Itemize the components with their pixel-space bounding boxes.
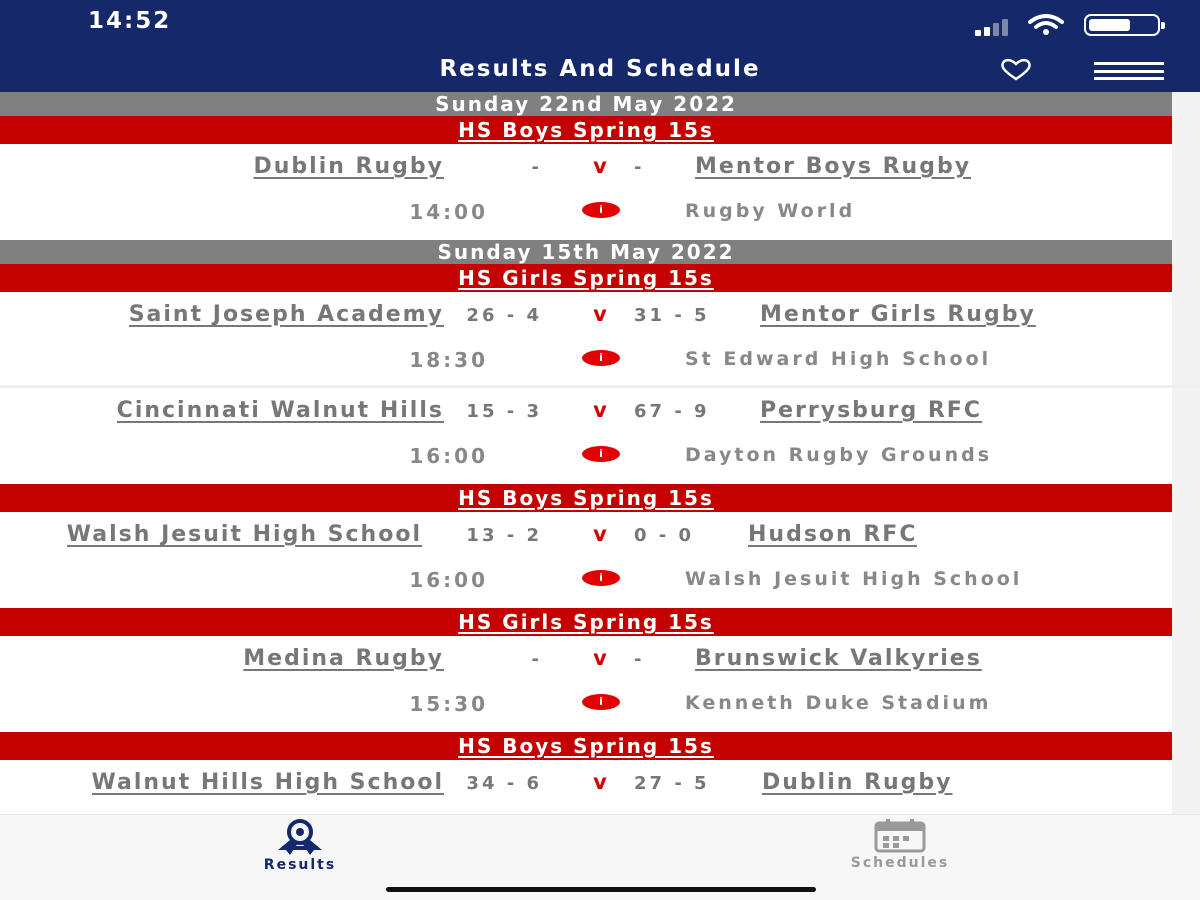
versus-label: v bbox=[593, 302, 607, 326]
away-score: 27 - 5 bbox=[634, 773, 710, 794]
competition-name: HS Girls Spring 15s bbox=[458, 266, 714, 290]
competition-name: HS Girls Spring 15s bbox=[458, 610, 714, 634]
info-icon[interactable]: i bbox=[582, 694, 620, 710]
info-icon[interactable]: i bbox=[582, 350, 620, 366]
match-venue: Rugby World bbox=[685, 200, 856, 222]
tab-schedules-label: Schedules bbox=[850, 855, 950, 871]
away-score: 31 - 5 bbox=[634, 305, 710, 326]
competition-name: HS Boys Spring 15s bbox=[458, 734, 714, 758]
cellular-signal-icon bbox=[975, 18, 1008, 36]
competition-name: HS Boys Spring 15s bbox=[458, 118, 714, 142]
hamburger-menu-icon[interactable] bbox=[1094, 62, 1164, 80]
home-team[interactable]: Medina Rugby bbox=[243, 646, 444, 671]
match-venue: Walsh Jesuit High School bbox=[685, 568, 1023, 590]
tab-results[interactable] bbox=[220, 819, 380, 873]
home-score: 13 - 2 bbox=[466, 525, 542, 546]
tab-schedules[interactable] bbox=[820, 819, 980, 871]
info-icon[interactable]: i bbox=[582, 446, 620, 462]
wifi-icon bbox=[1026, 14, 1066, 36]
competition-header[interactable] bbox=[0, 116, 1172, 144]
date-header: Sunday 15th May 2022 bbox=[0, 240, 1172, 264]
match-time: 16:00 bbox=[409, 568, 488, 592]
away-score: - bbox=[634, 649, 645, 670]
date-header: Sunday 22nd May 2022 bbox=[0, 92, 1172, 116]
away-team[interactable]: Dublin Rugby bbox=[762, 770, 953, 795]
app-header bbox=[0, 0, 1200, 92]
home-score: 34 - 6 bbox=[466, 773, 542, 794]
status-icons bbox=[975, 14, 1160, 36]
competition-header[interactable] bbox=[0, 732, 1172, 760]
away-team[interactable]: Hudson RFC bbox=[748, 522, 918, 547]
home-team[interactable]: Saint Joseph Academy bbox=[128, 302, 444, 327]
scrollbar-track[interactable] bbox=[1172, 92, 1200, 814]
home-team[interactable]: Dublin Rugby bbox=[253, 154, 444, 179]
home-score: - bbox=[531, 157, 542, 178]
away-score: - bbox=[634, 157, 645, 178]
home-team[interactable]: Walsh Jesuit High School bbox=[66, 522, 422, 547]
match-row[interactable] bbox=[0, 144, 1172, 236]
away-team[interactable]: Mentor Girls Rugby bbox=[760, 302, 1036, 327]
award-ribbon-icon bbox=[260, 819, 340, 855]
away-team[interactable]: Brunswick Valkyries bbox=[695, 646, 982, 671]
battery-icon bbox=[1084, 14, 1160, 36]
competition-name: HS Boys Spring 15s bbox=[458, 486, 714, 510]
match-time: 14:00 bbox=[409, 200, 488, 224]
info-icon[interactable]: i bbox=[582, 570, 620, 586]
status-time: 14:52 bbox=[88, 8, 172, 34]
match-venue: Kenneth Duke Stadium bbox=[685, 692, 992, 714]
home-score: 26 - 4 bbox=[466, 305, 542, 326]
competition-header[interactable] bbox=[0, 484, 1172, 512]
home-indicator[interactable] bbox=[386, 887, 816, 892]
versus-label: v bbox=[593, 522, 607, 546]
calendar-icon bbox=[874, 819, 926, 853]
match-row[interactable] bbox=[0, 636, 1172, 728]
heart-icon[interactable] bbox=[998, 58, 1034, 82]
home-team[interactable]: Cincinnati Walnut Hills bbox=[116, 398, 444, 423]
match-row[interactable] bbox=[0, 388, 1172, 480]
match-row[interactable] bbox=[0, 760, 1172, 814]
match-time: 16:00 bbox=[409, 444, 488, 468]
away-team[interactable]: Perrysburg RFC bbox=[760, 398, 982, 423]
match-venue: St Edward High School bbox=[685, 348, 992, 370]
match-venue: Dayton Rugby Grounds bbox=[685, 444, 993, 466]
match-time: 15:30 bbox=[409, 692, 488, 716]
results-list[interactable] bbox=[0, 92, 1200, 814]
away-score: 67 - 9 bbox=[634, 401, 710, 422]
versus-label: v bbox=[593, 154, 607, 178]
page-title: Results And Schedule bbox=[439, 56, 761, 82]
tab-results-label: Results bbox=[263, 857, 337, 873]
tab-bar bbox=[0, 814, 1200, 900]
home-team[interactable]: Walnut Hills High School bbox=[91, 770, 444, 795]
info-icon[interactable]: i bbox=[582, 202, 620, 218]
home-score: 15 - 3 bbox=[466, 401, 542, 422]
match-row[interactable] bbox=[0, 292, 1172, 384]
competition-header[interactable] bbox=[0, 608, 1172, 636]
versus-label: v bbox=[593, 646, 607, 670]
versus-label: v bbox=[593, 770, 607, 794]
match-row[interactable] bbox=[0, 512, 1172, 604]
away-score: 0 - 0 bbox=[634, 525, 695, 546]
versus-label: v bbox=[593, 398, 607, 422]
competition-header[interactable] bbox=[0, 264, 1172, 292]
home-score: - bbox=[531, 649, 542, 670]
away-team[interactable]: Mentor Boys Rugby bbox=[695, 154, 972, 179]
match-time: 18:30 bbox=[409, 348, 488, 372]
